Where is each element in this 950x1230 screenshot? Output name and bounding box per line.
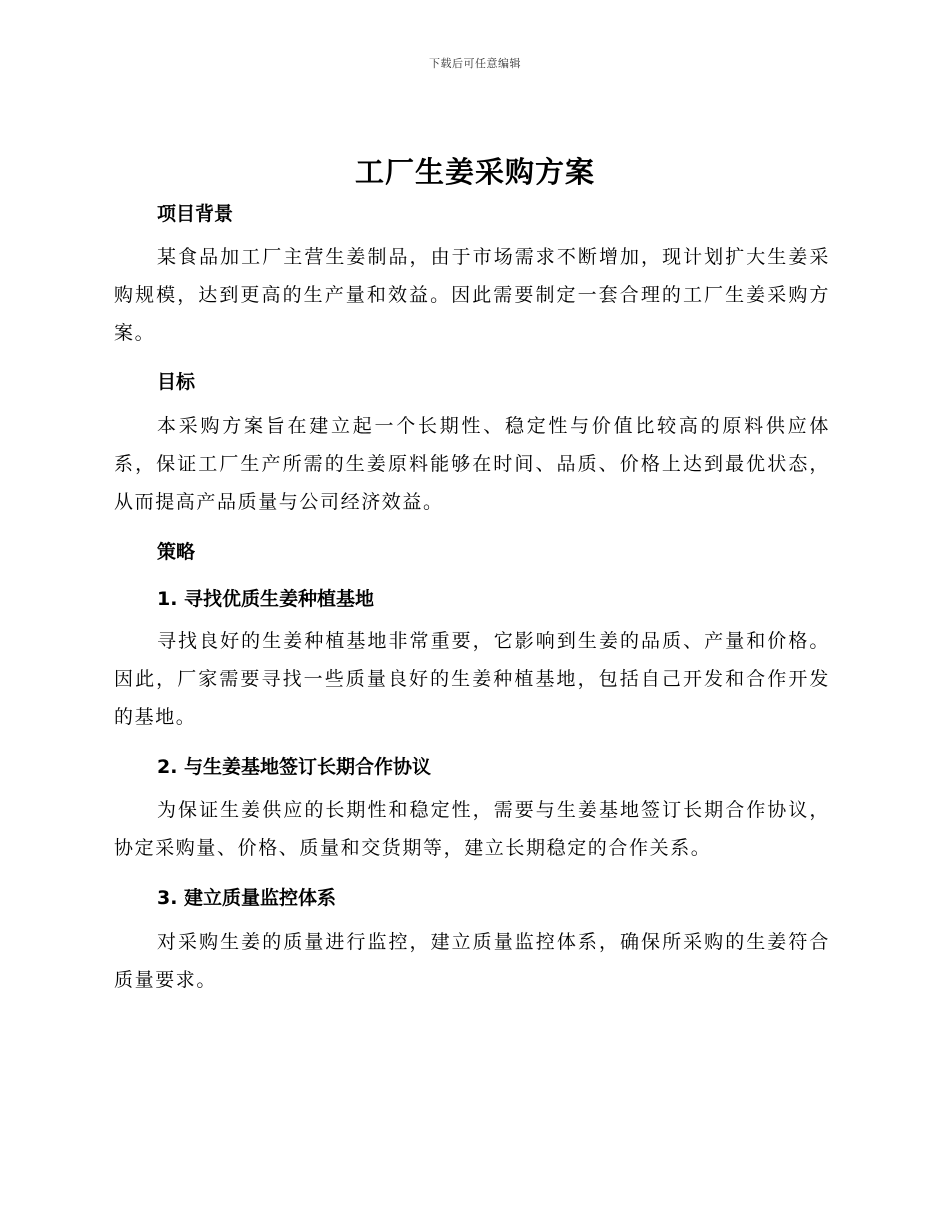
paragraph-background: 某食品加工厂主营生姜制品，由于市场需求不断增加，现计划扩大生姜采购规模，达到更高的生产量和效益。因此需要制定一套合理的工厂生姜采购方案。 [114, 246, 830, 344]
strategy-item-text-1: 寻找良好的生姜种植基地非常重要，它影响到生姜的品质、产量和价格。因此，厂家需要寻找一些质量良好的生姜种植基地，包括自己开发和合作开发的基地。 [114, 630, 830, 728]
paragraph-goal: 本采购方案旨在建立起一个长期性、稳定性与价值比较高的原料供应体系，保证工厂生产所需的生姜原料能够在时间、品质、价格上达到最优状态，从而提高产品质量与公司经济效益。 [114, 415, 830, 513]
document-title: 工厂生姜采购方案 [354, 155, 595, 189]
strategy-item-text-3: 对采购生姜的质量进行监控，建立质量监控体系，确保所采购的生姜符合质量要求。 [114, 931, 830, 991]
strategy-item-text-2: 为保证生姜供应的长期性和稳定性，需要与生姜基地签订长期合作协议，协定采购量、价格、质量和交货期等，建立长期稳定的合作关系。 [114, 799, 830, 859]
strategy-item-heading-2: 2. 与生姜基地签订长期合作协议 [157, 756, 432, 778]
strategy-item-heading-3: 3. 建立质量监控体系 [157, 887, 337, 909]
strategy-item-heading-1: 1. 寻找优质生姜种植基地 [157, 588, 375, 610]
section-heading-strategy: 策略 [157, 541, 196, 563]
section-heading-background: 项目背景 [157, 203, 234, 225]
section-heading-goal: 目标 [157, 371, 196, 393]
page-header: 下载后可任意编辑 [429, 57, 521, 70]
